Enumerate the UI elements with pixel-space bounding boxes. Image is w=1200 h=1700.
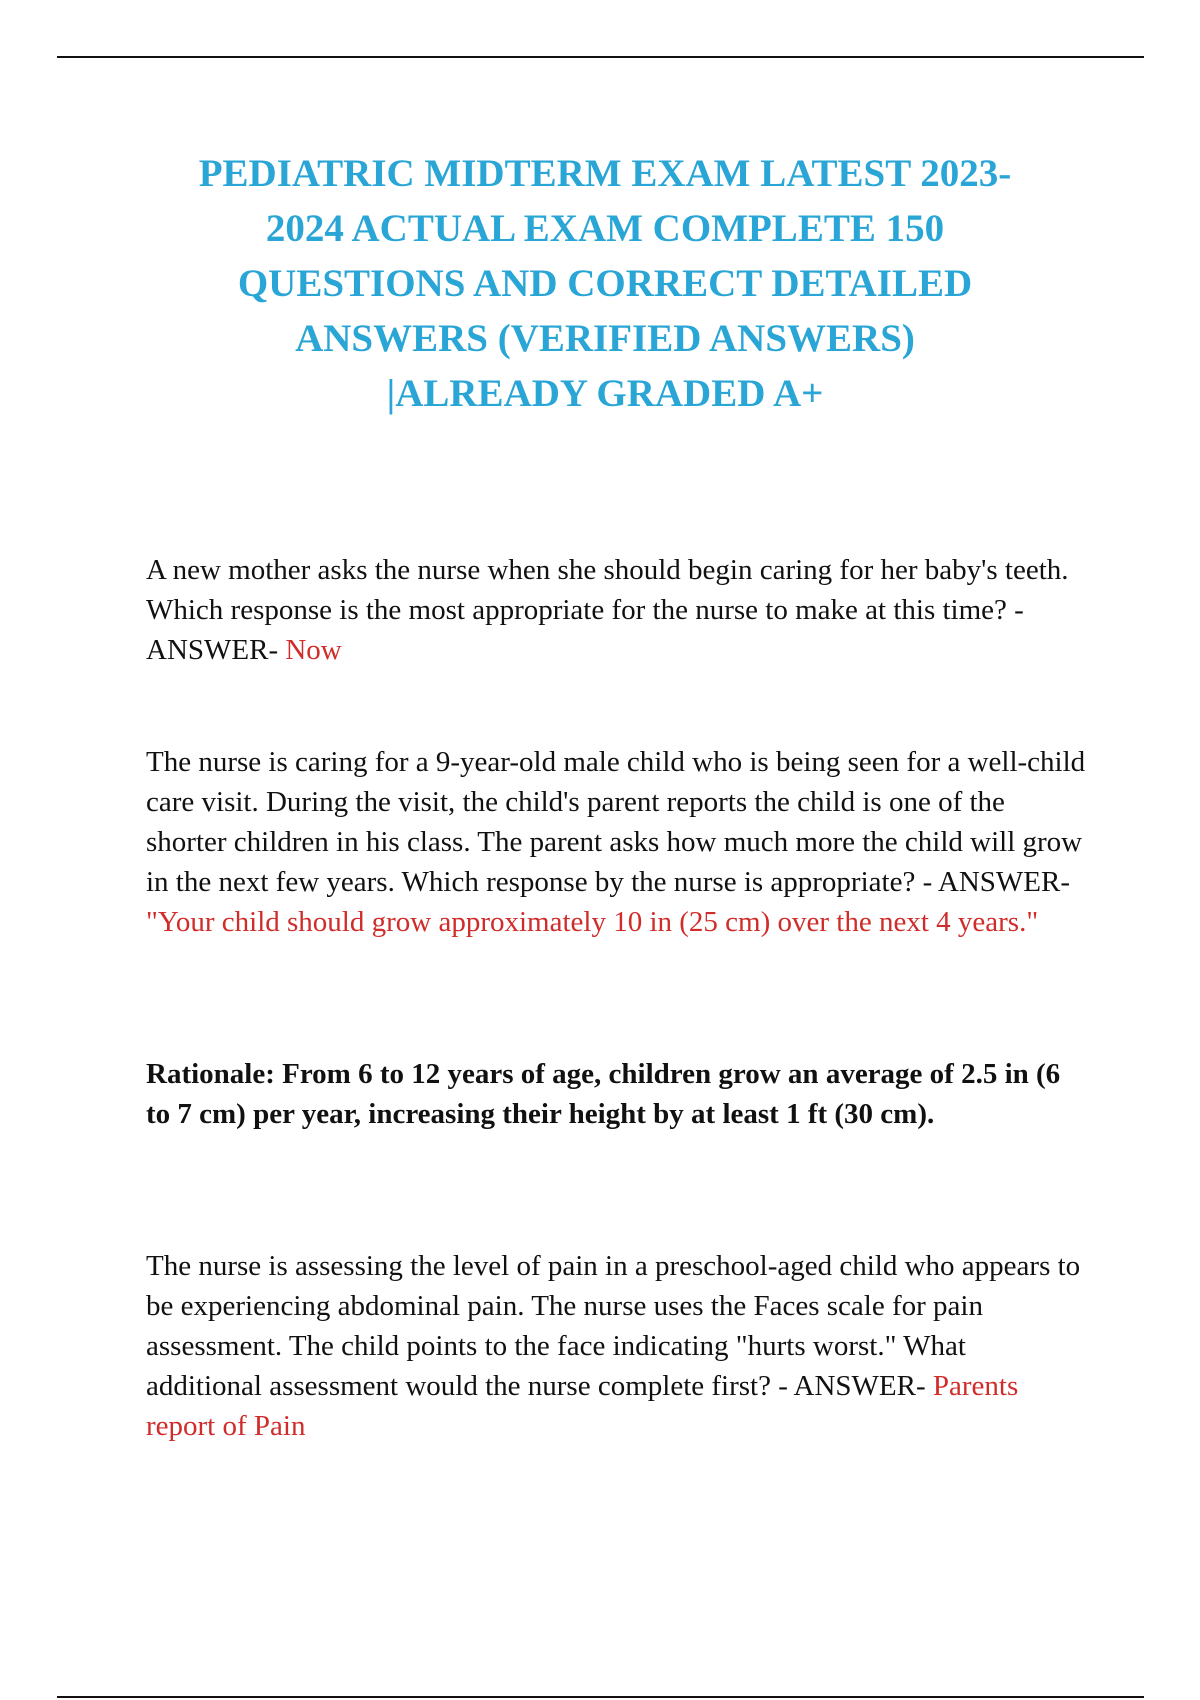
title-line: ANSWERS (VERIFIED ANSWERS) bbox=[295, 317, 915, 360]
answer-text: Parents report of Pain bbox=[146, 1370, 1019, 1442]
answer-text: "Your child should grow approximately 10 in (25 cm) over the next 4 years." bbox=[146, 906, 1039, 938]
title-line: 2024 ACTUAL EXAM COMPLETE 150 bbox=[265, 207, 945, 250]
title-line: PEDIATRIC MIDTERM EXAM LATEST 2023- bbox=[198, 152, 1012, 195]
question-block-3 bbox=[146, 1246, 1086, 1446]
question-block-1 bbox=[146, 550, 1086, 670]
question-text: The nurse is caring for a 9-year-old male child who is being seen for a well-child care visit. During the visit, the child's parent reports the child is one of the shorter children in his class. The parent asks how much more the child will grow in the next few years. Which response by the nurse is appropriate? - ANSWER- bbox=[146, 746, 1086, 898]
document-title bbox=[130, 146, 1080, 421]
answer-text: Now bbox=[285, 634, 342, 666]
title-line: QUESTIONS AND CORRECT DETAILED bbox=[237, 262, 973, 305]
question-text: A new mother asks the nurse when she should begin caring for her baby's teeth. Which response is the most appropriate for the nurse to make at this time? - ANSWER- bbox=[146, 554, 1069, 666]
question-text: The nurse is assessing the level of pain in a preschool-aged child who appears to be experiencing abdominal pain. The nurse uses the Faces scale for pain assessment. The child points to the face indicating "hurts worst." What additional assessment would the nurse complete first? - ANSWER- bbox=[146, 1250, 1081, 1402]
top-divider bbox=[57, 56, 1144, 58]
bottom-divider bbox=[57, 1696, 1144, 1698]
title-line: |ALREADY GRADED A+ bbox=[386, 372, 824, 415]
rationale: Rationale: From 6 to 12 years of age, children grow an average of 2.5 in (6 to 7 cm) per year, increasing their height by at least 1 ft (30 cm). bbox=[146, 1058, 1061, 1130]
question-block-2 bbox=[146, 742, 1086, 942]
